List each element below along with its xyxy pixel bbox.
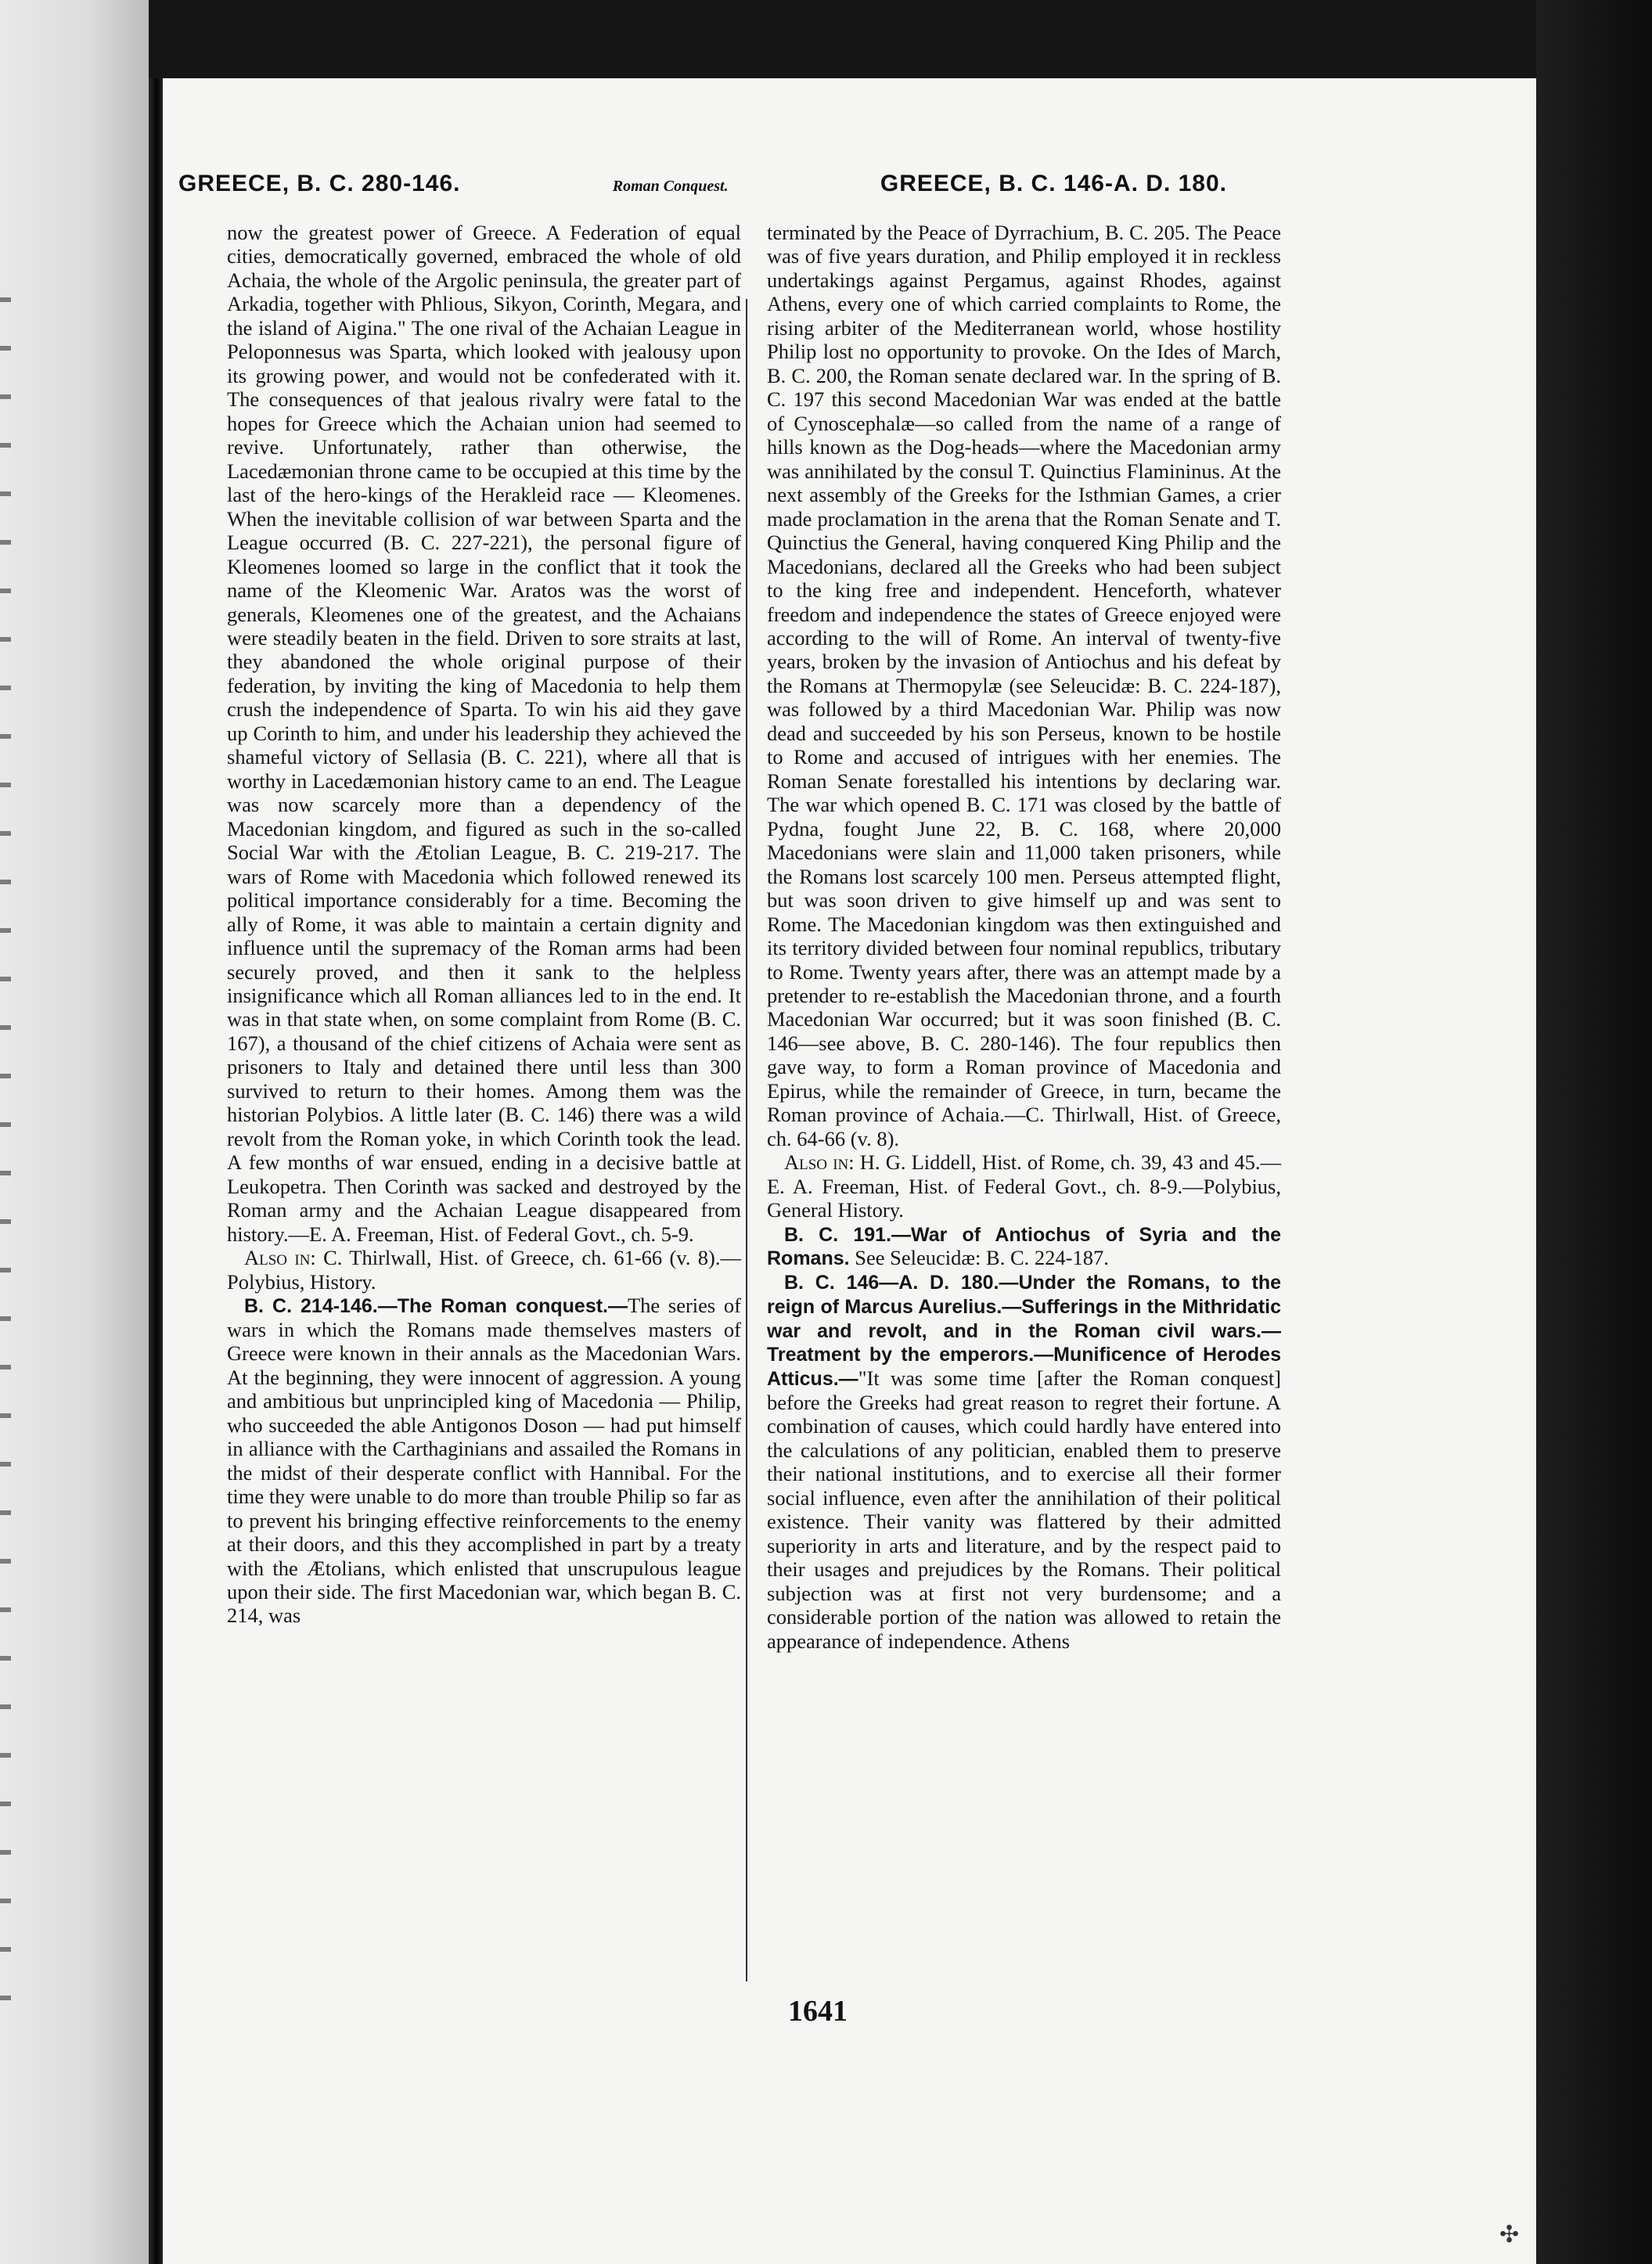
entry-heading-antiochus: B. C. 191.—War of Antiochus of Syria and the Romans. (767, 1223, 1281, 1270)
also-in-text: : C. Thirlwall, Hist. of Greece, ch. 61-66 (v. 8).—Polybius, History. (227, 1246, 741, 1294)
entry-text-antiochus: See Seleucidæ: B. C. 224-187. (849, 1246, 1109, 1270)
running-head (178, 171, 1227, 202)
right-column (767, 221, 1281, 1653)
left-paragraph-1: now the greatest power of Greece. A Federation of equal cities, democratically governed, embraced the whole of old Achaia, the whole of the Argolic peninsula, the greater part of Arkadia, together with Phlious, Sikyon, Corinth, Megara, and the island of Aigina." The one rival of the Achaian League in Peloponnesus was Sparta, which looked with jealousy upon its growing power, and would not be confederated with it. The consequences of that jealous rivalry were fatal to the hopes for Greece which the Achaian union had seemed to revive. Unfortunately, rather than otherwise, the Lacedæmonian throne came to be occupied at this time by the last of the hero-kings of the Herakleid race — Kleomenes. When the inevitable collision of war between Sparta and the League occurred (B. C. 227-221), the personal figure of Kleomenes loomed so large in the conflict that it took the name of the Kleomenic War. Aratos was the worst of generals, Kleomenes one of the greatest, and the Achaians were steadily beaten in the field. Driven to sore straits at last, they abandoned the whole original purpose of their federation, by inviting the king of Macedonia to help them crush the independence of Sparta. To win his aid they gave up Corinth to him, and under his leadership they achieved the shameful victory of Sellasia (B. C. 221), where all that is worthy in Lacedæmonian history came to an end. The League was now scarcely more than a dependency of the Macedonian kingdom, and figured as such in the so-called Social War with the Ætolian League, B. C. 219-217. The wars of Rome with Macedonia which followed renewed its political importance considerably for a time. Becoming the ally of Rome, it was able to maintain a certain dignity and influence until the supremacy of the Roman arms had been securely proved, and then it sank to the helpless insignificance which all Roman alliances led to in the end. It was in that state when, on some complaint from Rome (B. C. 167), a thousand of the chief citizens of Achaia were sent as prisoners to Italy and detained there until less than 300 survived to return to their homes. Among them was the historian Polybios. A little later (B. C. 146) there was a wild revolt from the Roman yoke, in which Corinth took the lead. A few months of war ensued, ending in a decisive battle at Leukopetra. Then Corinth was sacked and destroyed by the Roman army and the Achaian League disappeared from history.—E. A. Freeman, Hist. of Federal Govt., ch. 5-9. (227, 221, 741, 1246)
running-head-left: GREECE, B. C. 280-146. (178, 171, 461, 196)
facing-page-text-fragments (0, 297, 11, 2019)
right-paragraph-1: terminated by the Peace of Dyrrachium, B. C. 205. The Peace was of five years duration, and Philip employed it in reckless undertakings against Pergamus, against Rhodes, against Athens, every one of which carried complaints to Rome, the rising arbiter of the Mediterranean world, whose hostility Philip lost no opportunity to provoke. On the Ides of March, B. C. 200, the Roman senate declared war. In the spring of B. C. 197 this second Macedonian War was ended at the battle of Cynoscephalæ—so called from the name of a range of hills known as the Dog-heads—where the Macedonian army was annihilated by the consul T. Quinctius Flamininus. At the next assembly of the Greeks for the Isthmian Games, a crier made proclamation in the arena that the Roman Senate and T. Quinctius the General, having conquered King Philip and the Macedonians, declared all the Greeks who had been subject to the king free and independent. Henceforth, whatever freedom and independence the states of Greece enjoyed were according to the will of Rome. An interval of twenty-five years, broken by the invasion of Antiochus and his defeat by the Romans at Thermopylæ (see Seleucidæ: B. C. 224-187), was followed by a third Macedonian War. Philip was now dead and succeeded by his son Perseus, known to be hostile to Rome and accused of intrigues with her enemies. The Roman Senate forestalled his intentions by declaring war. The war which opened B. C. 171 was closed by the battle of Pydna, fought June 22, B. C. 168, where 20,000 Macedonians were slain and 11,000 taken prisoners, while the Romans lost scarcely 100 men. Perseus attempted flight, but was soon driven to give himself up and was sent to Rome. The Macedonian kingdom was then extinguished and its territory divided between four nominal republics, tributary to Rome. Twenty years after, there was an attempt made by a pretender to re-establish the Macedonian throne, and a fourth Macedonian War occurred; but it was soon finished (B. C. 146—see above, B. C. 280-146). The four republics then gave way, to form a Roman province of Macedonia and Epirus, while the remainder of Greece, in turn, became the Roman province of Achaia.—C. Thirlwall, Hist. of Greece, ch. 64-66 (v. 8). (767, 221, 1281, 1150)
scan-background-top (149, 0, 1536, 78)
running-head-right: GREECE, B. C. 146-A. D. 180. (880, 171, 1227, 196)
also-in-text: : H. G. Liddell, Hist. of Rome, ch. 39, 43 and 45.—E. A. Freeman, Hist. of Federal Govt., ch. 8-9.—Polybius, General History. (767, 1150, 1281, 1222)
entry-text-roman-conquest: The series of wars in which the Romans made themselves masters of Greece were known in their annals as the Macedonian Wars. At the beginning, they were innocent of aggression. A young and ambitious but unprincipled king of Macedonia — Philip, who succeeded the able Antigonos Doson — had put himself in alliance with the Carthaginians and assailed the Romans in the midst of their desperate conflict with Hannibal. For the time they were unable to do more than trouble Philip so far as to prevent his bringing effective reinforcements to the enemy at their doors, and this they accomplished in part by a treaty with the Ætolians, which enlisted that unscrupulous league upon their side. The first Macedonian war, which began B. C. 214, was (227, 1294, 741, 1628)
entry-text-under-romans: "It was some time [after the Roman conquest] before the Greeks had great reason to regret their fortune. A combination of causes, which could hardly have entered into the calculations of any politician, enabled them to preserve their national institutions, and to exercise all their former social influence, even after the annihilation of their political existence. Their vanity was flattered by their admitted superiority in arts and literature, and by the respect paid to their usages and prejudices by the Romans. Their political subjection was at first not very burdensome; and a considerable portion of the nation was allowed to retain the appearance of independence. Athens (767, 1366, 1281, 1653)
facing-page-edge (0, 0, 149, 2264)
also-in-label: Also in (784, 1150, 849, 1175)
also-in-label: Also in (244, 1246, 311, 1270)
right-entry-under-romans (767, 1270, 1281, 1653)
left-column (227, 221, 741, 1628)
left-entry-roman-conquest (227, 1294, 741, 1628)
left-also-in (227, 1246, 741, 1294)
column-divider (746, 299, 747, 1981)
page-number: 1641 (788, 1995, 848, 2028)
book-gutter (149, 0, 164, 2264)
right-entry-antiochus (767, 1222, 1281, 1271)
entry-heading-under-romans: B. C. 146—A. D. 180.—Under the Romans, to the reign of Marcus Aurelius.—Sufferings in the Mithridatic war and revolt, and in the Roman civil wars.—Treatment by the emperors.—Munificence of Herodes Atticus.— (767, 1272, 1281, 1391)
entry-heading-roman-conquest: B. C. 214-146.—The Roman conquest.— (244, 1295, 628, 1318)
scan-corner-mark: ✣ (1499, 2221, 1520, 2248)
scan-background-right (1536, 0, 1652, 2264)
running-head-middle: Roman Conquest. (612, 178, 729, 195)
right-also-in (767, 1150, 1281, 1222)
